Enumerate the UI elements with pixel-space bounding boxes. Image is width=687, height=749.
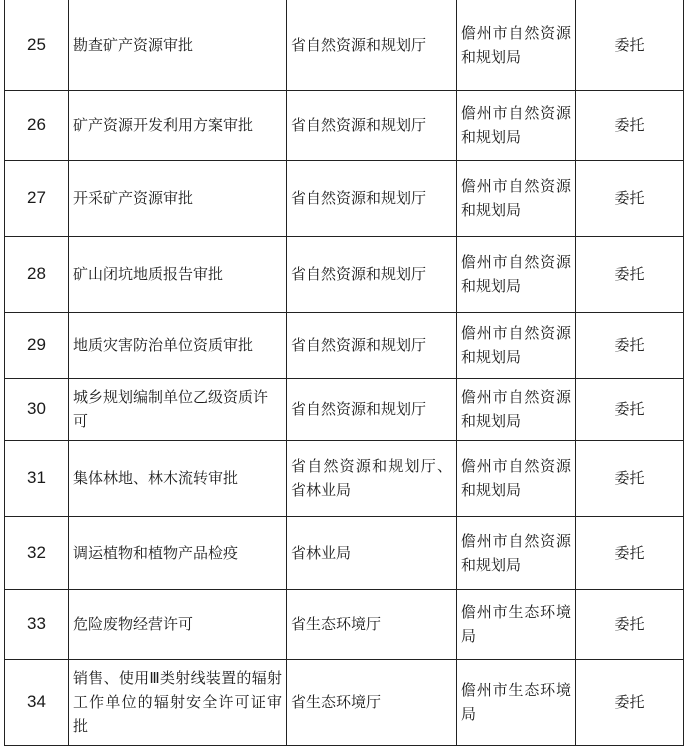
table-row [5,0,684,90]
row-number: 30 [5,378,69,440]
department: 省自然资源和规划厅 [287,378,457,440]
local-department: 儋州市自然资源和规划局 [457,160,576,236]
mode: 委托 [576,160,684,236]
local-department: 儋州市自然资源和规划局 [457,90,576,160]
table-row [5,160,684,236]
department: 省自然资源和规划厅 [287,0,457,90]
item-name: 集体林地、林木流转审批 [69,440,287,516]
item-name: 开采矿产资源审批 [69,160,287,236]
item-name: 矿产资源开发利用方案审批 [69,90,287,160]
row-number: 31 [5,440,69,516]
table-row [5,236,684,312]
row-number: 29 [5,312,69,378]
local-department: 儋州市自然资源和规划局 [457,312,576,378]
department: 省生态环境厅 [287,589,457,659]
item-name: 危险废物经营许可 [69,589,287,659]
table-row [5,90,684,160]
local-department: 儋州市生态环境局 [457,589,576,659]
local-department: 儋州市自然资源和规划局 [457,440,576,516]
item-name: 地质灾害防治单位资质审批 [69,312,287,378]
mode: 委托 [576,0,684,90]
table-row [5,516,684,589]
local-department: 儋州市自然资源和规划局 [457,236,576,312]
mode: 委托 [576,659,684,745]
item-name: 矿山闭坑地质报告审批 [69,236,287,312]
table-row [5,440,684,516]
table-row [5,378,684,440]
item-name: 勘查矿产资源审批 [69,0,287,90]
department: 省生态环境厅 [287,659,457,745]
row-number: 34 [5,659,69,745]
local-department: 儋州市自然资源和规划局 [457,516,576,589]
mode: 委托 [576,312,684,378]
mode: 委托 [576,440,684,516]
delegation-table [4,0,684,746]
mode: 委托 [576,236,684,312]
mode: 委托 [576,90,684,160]
mode: 委托 [576,378,684,440]
table-row [5,659,684,745]
department: 省林业局 [287,516,457,589]
local-department: 儋州市自然资源和规划局 [457,0,576,90]
department: 省自然资源和规划厅 [287,236,457,312]
row-number: 28 [5,236,69,312]
row-number: 33 [5,589,69,659]
item-name: 销售、使用Ⅲ类射线装置的辐射工作单位的辐射安全许可证审批 [69,659,287,745]
row-number: 32 [5,516,69,589]
table-row [5,312,684,378]
item-name: 城乡规划编制单位乙级资质许可 [69,378,287,440]
mode: 委托 [576,589,684,659]
local-department: 儋州市自然资源和规划局 [457,378,576,440]
department: 省自然资源和规划厅 [287,90,457,160]
row-number: 26 [5,90,69,160]
department: 省自然资源和规划厅 [287,160,457,236]
mode: 委托 [576,516,684,589]
row-number: 25 [5,0,69,90]
table-row [5,589,684,659]
row-number: 27 [5,160,69,236]
local-department: 儋州市生态环境局 [457,659,576,745]
department: 省自然资源和规划厅、省林业局 [287,440,457,516]
item-name: 调运植物和植物产品检疫 [69,516,287,589]
department: 省自然资源和规划厅 [287,312,457,378]
